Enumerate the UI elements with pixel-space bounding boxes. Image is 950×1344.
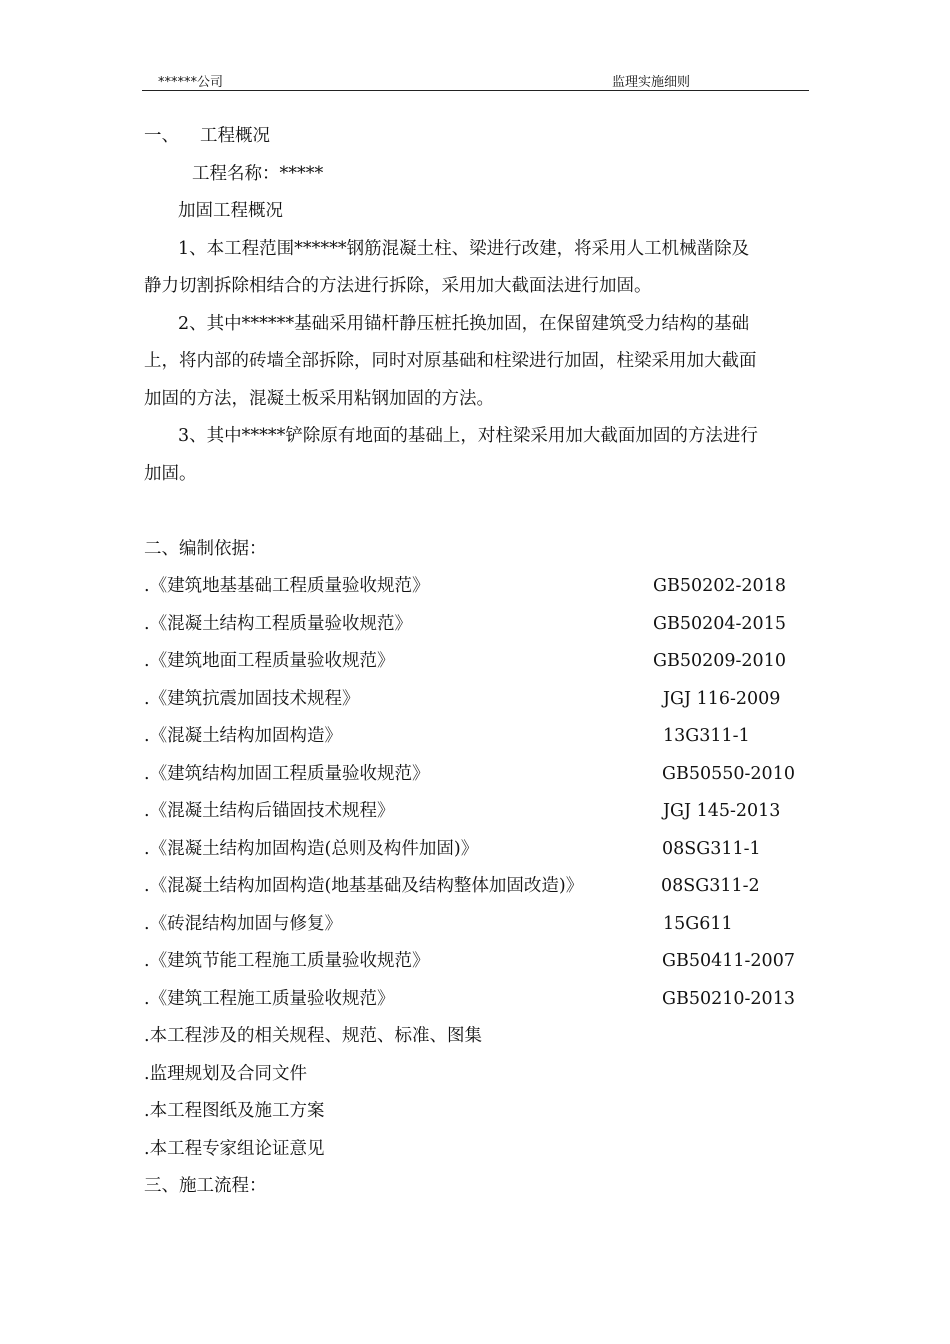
reference-code: GB50204-2015 [653, 613, 786, 634]
reference-code: JGJ 145-2013 [663, 801, 781, 821]
other-basis-3: .本工程图纸及施工方案 [144, 1101, 325, 1121]
section1-number: 一、 [144, 126, 179, 146]
paragraph3-line2: 加固。 [144, 463, 197, 484]
document-body [144, 118, 814, 1206]
reference-item [144, 718, 814, 756]
reference-item [144, 906, 814, 944]
reference-name: .《混凝土结构工程质量验收规范》 [144, 613, 413, 634]
reference-item [144, 831, 814, 869]
reference-code: JGJ 116-2009 [663, 688, 781, 709]
reference-code: 13G311-1 [663, 726, 750, 746]
reference-name: .《建筑工程施工质量验收规范》 [144, 988, 395, 1009]
paragraph3-line1: 3、其中*****铲除原有地面的基础上，对柱梁采用加大截面加固的方法进行 [178, 426, 758, 446]
reference-item [144, 606, 814, 644]
reference-name: .《砖混结构加固与修复》 [144, 913, 343, 934]
reference-code: 15G611 [663, 913, 733, 934]
paragraph2-line2: 上，将内部的砖墙全部拆除，同时对原基础和柱梁进行加固，柱梁采用加大截面 [144, 351, 757, 371]
reference-item [144, 681, 814, 719]
reference-code: GB50210-2013 [662, 988, 795, 1009]
reference-item [144, 943, 814, 981]
reinforcement-subheading: 加固工程概况 [178, 201, 283, 221]
reference-name: .《混凝土结构后锚固技术规程》 [144, 801, 395, 821]
reference-item [144, 793, 814, 831]
page-header [142, 68, 809, 91]
section1-title: 工程概况 [200, 126, 270, 146]
header-doc-title: 监理实施细则 [612, 75, 691, 90]
paragraph2-line3: 加固的方法，混凝土板采用粘钢加固的方法。 [144, 388, 494, 409]
header-company: ******公司 [158, 75, 224, 90]
reference-name: .《混凝土结构加固构造(总则及构件加固)》 [144, 838, 479, 859]
paragraph2-line1: 2、其中******基础采用锚杆静压桩托换加固，在保留建筑受力结构的基础 [178, 313, 750, 334]
reference-code: GB50202-2018 [653, 576, 786, 596]
reference-code: GB50411-2007 [662, 951, 795, 971]
reference-name: .《建筑地基基础工程质量验收规范》 [144, 576, 430, 596]
reference-item [144, 643, 814, 681]
reference-item [144, 568, 814, 606]
reference-item [144, 868, 814, 906]
paragraph1-line1: 1、本工程范围******钢筋混凝土柱、梁进行改建，将采用人工机械凿除及 [178, 238, 750, 259]
reference-name: .《建筑抗震加固技术规程》 [144, 688, 360, 709]
project-name: 工程名称：***** [192, 163, 324, 184]
reference-name: .《建筑地面工程质量验收规范》 [144, 651, 395, 671]
reference-name: .《建筑节能工程施工质量验收规范》 [144, 951, 430, 971]
reference-code: GB50550-2010 [662, 763, 795, 784]
section3-heading: 三、施工流程： [144, 1176, 267, 1196]
reference-name: .《混凝土结构加固构造(地基基础及结构整体加固改造)》 [144, 876, 584, 896]
section2-heading: 二、编制依据： [144, 538, 267, 559]
reference-code: 08SG311-2 [661, 876, 760, 896]
reference-code: 08SG311-1 [662, 838, 761, 859]
other-basis-4: .本工程专家组论证意见 [144, 1138, 325, 1159]
other-basis-1: .本工程涉及的相关规程、规范、标准、图集 [144, 1026, 483, 1046]
reference-name: .《混凝土结构加固构造》 [144, 726, 343, 746]
reference-item [144, 756, 814, 794]
paragraph1-line2: 静力切割拆除相结合的方法进行拆除，采用加大截面法进行加固。 [144, 276, 652, 296]
section1-heading [144, 118, 814, 156]
reference-code: GB50209-2010 [653, 651, 786, 671]
reference-name: .《建筑结构加固工程质量验收规范》 [144, 763, 430, 784]
reference-item [144, 981, 814, 1019]
other-basis-2: .监理规划及合同文件 [144, 1063, 308, 1084]
